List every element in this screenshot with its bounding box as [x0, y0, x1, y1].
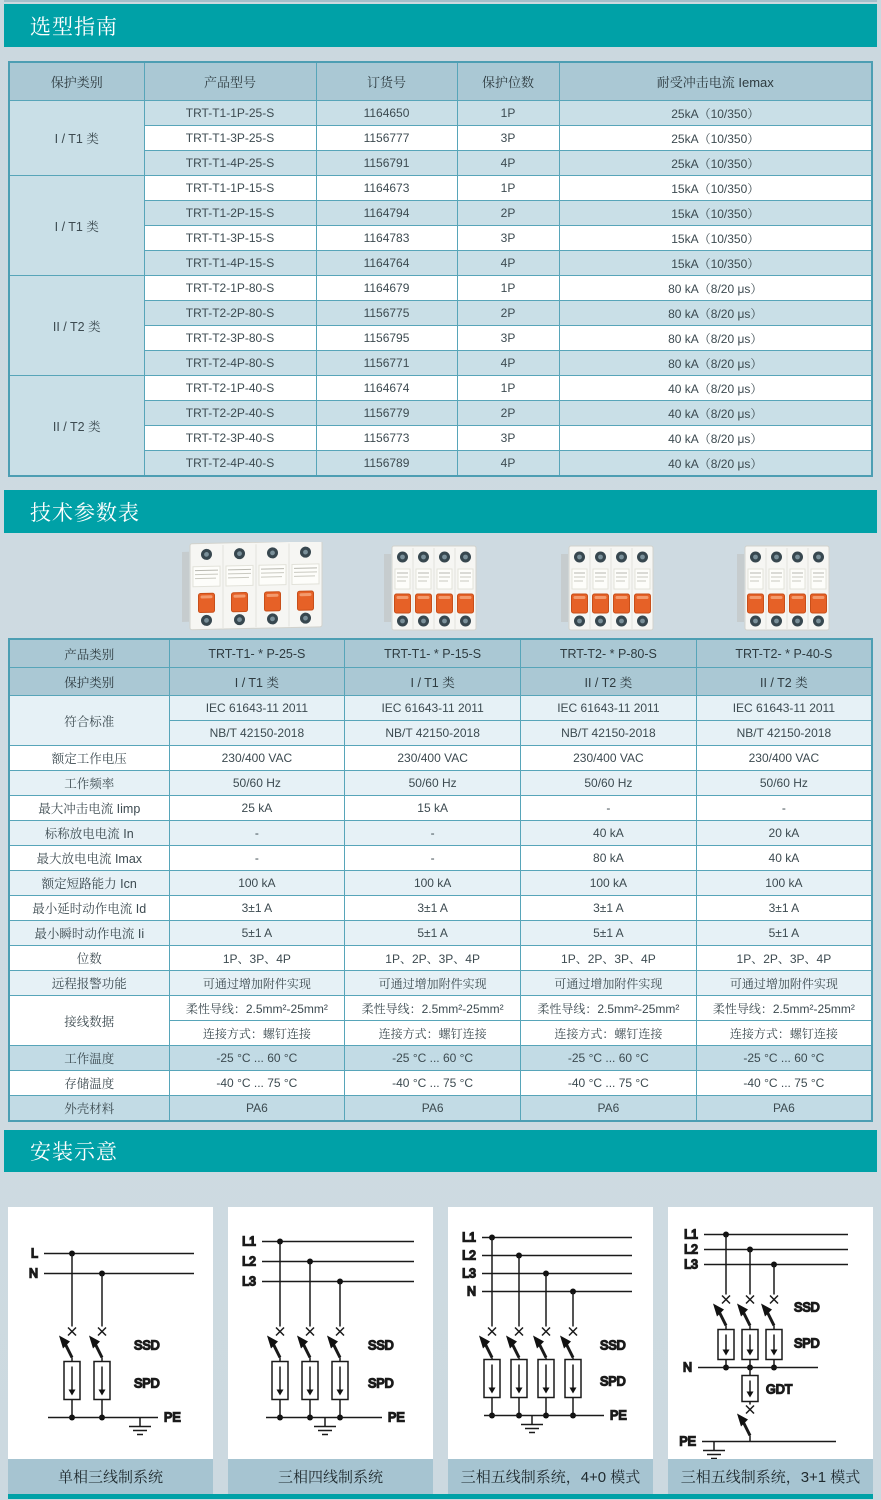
- tech-row-label: 工作频率: [9, 771, 169, 796]
- tech-row-label: 最大冲击电流 Iimp: [9, 796, 169, 821]
- iemax-cell: 80 kA（8/20 μs）: [559, 326, 872, 351]
- selection-row: [9, 376, 872, 401]
- tech-value-cell: -25 °C ... 60 °C: [169, 1046, 345, 1071]
- selection-column-header: 订货号: [316, 62, 457, 101]
- tech-row-label: 最小延时动作电流 Id: [9, 896, 169, 921]
- breaker-4pole-photo: [382, 544, 484, 634]
- tech-value-cell: 连接方式：螺钉连接: [169, 1021, 345, 1046]
- model-cell: TRT-T2-2P-40-S: [144, 401, 316, 426]
- tech-value-cell: 连接方式：螺钉连接: [696, 1021, 872, 1046]
- wiring-diagram-svg: [8, 1207, 213, 1460]
- order-number-cell: 1156771: [316, 351, 457, 376]
- poles-cell: 4P: [457, 151, 559, 176]
- wiring-diagram-panel: [448, 1207, 653, 1460]
- iemax-cell: 80 kA（8/20 μs）: [559, 301, 872, 326]
- tech-row-label: 标称放电电流 In: [9, 821, 169, 846]
- iemax-cell: 25kA（10/350）: [559, 126, 872, 151]
- tech-value-cell: 230/400 VAC: [345, 746, 521, 771]
- model-cell: TRT-T2-4P-80-S: [144, 351, 316, 376]
- tech-value-cell: -: [345, 846, 521, 871]
- svg-text:GDT: GDT: [766, 1382, 793, 1397]
- tech-row: [9, 639, 872, 668]
- tech-value-cell: PA6: [521, 1096, 697, 1122]
- wiring-diagram-svg: [668, 1207, 873, 1460]
- tech-value-cell: 1P、2P、3P、4P: [345, 946, 521, 971]
- iemax-cell: 40 kA（8/20 μs）: [559, 376, 872, 401]
- svg-text:N: N: [466, 1284, 476, 1299]
- order-number-cell: 1164650: [316, 101, 457, 126]
- tech-value-cell: IEC 61643-11 2011: [696, 696, 872, 721]
- tech-value-cell: 可通过增加附件实现: [696, 971, 872, 996]
- model-cell: TRT-T2-3P-40-S: [144, 426, 316, 451]
- tech-value-cell: 5±1 A: [345, 921, 521, 946]
- selection-table-body: [9, 101, 872, 477]
- tech-row-label: 符合标准: [9, 696, 169, 746]
- tech-value-cell: 50/60 Hz: [696, 771, 872, 796]
- tech-value-cell: 100 kA: [696, 871, 872, 896]
- tech-value-cell: NB/T 42150-2018: [521, 721, 697, 746]
- tech-value-cell: 3±1 A: [345, 896, 521, 921]
- tech-value-cell: IEC 61643-11 2011: [345, 696, 521, 721]
- tech-value-cell: NB/T 42150-2018: [169, 721, 345, 746]
- tech-value-cell: 3±1 A: [169, 896, 345, 921]
- tech-row-label: 外壳材料: [9, 1096, 169, 1122]
- tech-value-cell: TRT-T1- * P-25-S: [169, 639, 345, 668]
- tech-value-cell: 可通过增加附件实现: [345, 971, 521, 996]
- order-number-cell: 1156789: [316, 451, 457, 477]
- svg-text:L3: L3: [462, 1266, 476, 1281]
- tech-value-cell: IEC 61643-11 2011: [521, 696, 697, 721]
- tech-row: [9, 946, 872, 971]
- svg-text:L3: L3: [684, 1257, 698, 1272]
- iemax-cell: 80 kA（8/20 μs）: [559, 351, 872, 376]
- svg-text:L2: L2: [684, 1242, 698, 1257]
- svg-text:SSD: SSD: [368, 1338, 394, 1353]
- selection-column-header: 产品型号: [144, 62, 316, 101]
- order-number-cell: 1164764: [316, 251, 457, 276]
- tech-value-cell: -25 °C ... 60 °C: [345, 1046, 521, 1071]
- breaker-4pole-photo: [735, 544, 837, 634]
- breaker-4pole-photo: [180, 542, 330, 634]
- svg-text:SSD: SSD: [600, 1338, 626, 1353]
- iemax-cell: 15kA（10/350）: [559, 201, 872, 226]
- tech-value-cell: 50/60 Hz: [169, 771, 345, 796]
- tech-value-cell: -40 °C ... 75 °C: [696, 1071, 872, 1096]
- tech-value-cell: -: [169, 821, 345, 846]
- section-title-tech-params: 技术参数表: [30, 501, 140, 525]
- selection-row: [9, 176, 872, 201]
- tech-row: [9, 668, 872, 696]
- iemax-cell: 25kA（10/350）: [559, 151, 872, 176]
- protection-category-cell: I / T1 类: [9, 101, 144, 176]
- svg-text:L2: L2: [462, 1248, 476, 1263]
- svg-text:PE: PE: [679, 1434, 696, 1449]
- selection-table-head: [9, 62, 872, 101]
- tech-row-label: 位数: [9, 946, 169, 971]
- tech-value-cell: 25 kA: [169, 796, 345, 821]
- tech-value-cell: 230/400 VAC: [521, 746, 697, 771]
- tech-row-label: 保护类别: [9, 668, 169, 696]
- svg-text:L1: L1: [242, 1234, 256, 1249]
- tech-value-cell: -: [345, 821, 521, 846]
- tech-row-label: 接线数据: [9, 996, 169, 1046]
- tech-row-label: 远程报警功能: [9, 971, 169, 996]
- model-cell: TRT-T1-3P-15-S: [144, 226, 316, 251]
- wiring-diagram-svg: [448, 1207, 653, 1460]
- tech-row-label: 额定工作电压: [9, 746, 169, 771]
- section-header-tech-params: [4, 490, 877, 533]
- model-cell: TRT-T1-4P-15-S: [144, 251, 316, 276]
- order-number-cell: 1164783: [316, 226, 457, 251]
- section-title-selection-guide: 选型指南: [30, 15, 118, 39]
- tech-value-cell: I / T1 类: [169, 668, 345, 696]
- model-cell: TRT-T1-1P-25-S: [144, 101, 316, 126]
- tech-value-cell: 5±1 A: [521, 921, 697, 946]
- svg-text:SSD: SSD: [134, 1338, 160, 1353]
- tech-value-cell: 1P、3P、4P: [169, 946, 345, 971]
- tech-value-cell: II / T2 类: [696, 668, 872, 696]
- wiring-diagram-panel: [228, 1207, 433, 1460]
- tech-value-cell: IEC 61643-11 2011: [169, 696, 345, 721]
- tech-value-cell: 1P、2P、3P、4P: [696, 946, 872, 971]
- product-photos-strip: [8, 540, 873, 636]
- tech-value-cell: -: [521, 796, 697, 821]
- tech-row: [9, 921, 872, 946]
- selection-column-header: 保护类别: [9, 62, 144, 101]
- tech-value-cell: 5±1 A: [169, 921, 345, 946]
- poles-cell: 1P: [457, 276, 559, 301]
- tech-row: [9, 746, 872, 771]
- tech-value-cell: -40 °C ... 75 °C: [169, 1071, 345, 1096]
- selection-column-header: 保护位数: [457, 62, 559, 101]
- poles-cell: 4P: [457, 251, 559, 276]
- diagram-captions: [8, 1459, 873, 1494]
- tech-value-cell: 50/60 Hz: [345, 771, 521, 796]
- svg-text:N: N: [682, 1360, 692, 1375]
- svg-text:L2: L2: [242, 1254, 256, 1269]
- selection-row: [9, 276, 872, 301]
- tech-value-cell: PA6: [345, 1096, 521, 1122]
- model-cell: TRT-T2-1P-80-S: [144, 276, 316, 301]
- page-top-divider: [4, 0, 877, 2]
- order-number-cell: 1164673: [316, 176, 457, 201]
- selection-row: [9, 101, 872, 126]
- svg-text:PE: PE: [610, 1408, 627, 1423]
- tech-row-label: 工作温度: [9, 1046, 169, 1071]
- poles-cell: 4P: [457, 451, 559, 477]
- model-cell: TRT-T2-1P-40-S: [144, 376, 316, 401]
- svg-text:N: N: [28, 1266, 38, 1281]
- tech-value-cell: TRT-T1- * P-15-S: [345, 639, 521, 668]
- poles-cell: 3P: [457, 426, 559, 451]
- svg-text:L3: L3: [242, 1274, 256, 1289]
- tech-row: [9, 871, 872, 896]
- svg-text:SPD: SPD: [134, 1376, 160, 1391]
- breaker-4pole-photo-angled: [180, 542, 330, 639]
- tech-value-cell: 柔性导线：2.5mm²-25mm²: [345, 996, 521, 1021]
- order-number-cell: 1156779: [316, 401, 457, 426]
- tech-row: [9, 796, 872, 821]
- tech-value-cell: NB/T 42150-2018: [696, 721, 872, 746]
- tech-value-cell: 柔性导线：2.5mm²-25mm²: [169, 996, 345, 1021]
- tech-value-cell: TRT-T2- * P-80-S: [521, 639, 697, 668]
- iemax-cell: 15kA（10/350）: [559, 226, 872, 251]
- tech-value-cell: PA6: [696, 1096, 872, 1122]
- tech-value-cell: 50/60 Hz: [521, 771, 697, 796]
- breaker-4pole-photo-front: [382, 544, 484, 639]
- protection-category-cell: I / T1 类: [9, 176, 144, 276]
- poles-cell: 2P: [457, 201, 559, 226]
- selection-header-row: [9, 62, 872, 101]
- order-number-cell: 1156773: [316, 426, 457, 451]
- svg-text:SPD: SPD: [368, 1376, 394, 1391]
- wiring-diagram-svg: [228, 1207, 433, 1460]
- order-number-cell: 1156775: [316, 301, 457, 326]
- tech-value-cell: 15 kA: [345, 796, 521, 821]
- iemax-cell: 40 kA（8/20 μs）: [559, 426, 872, 451]
- poles-cell: 1P: [457, 376, 559, 401]
- tech-row-label: 最小瞬时动作电流 Ii: [9, 921, 169, 946]
- diagram-caption: 三相四线制系统: [228, 1459, 433, 1494]
- tech-row-label: 存储温度: [9, 1071, 169, 1096]
- iemax-cell: 40 kA（8/20 μs）: [559, 451, 872, 477]
- svg-text:PE: PE: [388, 1410, 405, 1425]
- tech-row: [9, 821, 872, 846]
- order-number-cell: 1156777: [316, 126, 457, 151]
- tech-value-cell: 连接方式：螺钉连接: [521, 1021, 697, 1046]
- tech-value-cell: 100 kA: [521, 871, 697, 896]
- tech-row: [9, 771, 872, 796]
- tech-value-cell: I / T1 类: [345, 668, 521, 696]
- breaker-4pole-photo-front: [559, 544, 661, 639]
- tech-value-cell: 3±1 A: [521, 896, 697, 921]
- selection-table: [8, 61, 873, 477]
- diagram-caption: 单相三线制系统: [8, 1459, 213, 1494]
- tech-value-cell: 80 kA: [521, 846, 697, 871]
- tech-row: [9, 1046, 872, 1071]
- tech-value-cell: 可通过增加附件实现: [521, 971, 697, 996]
- iemax-cell: 15kA（10/350）: [559, 176, 872, 201]
- tech-value-cell: II / T2 类: [521, 668, 697, 696]
- tech-row: [9, 1071, 872, 1096]
- tech-value-cell: 柔性导线：2.5mm²-25mm²: [521, 996, 697, 1021]
- tech-row: [9, 971, 872, 996]
- tech-row: [9, 846, 872, 871]
- tech-row: [9, 1096, 872, 1122]
- tech-table-body: [9, 639, 872, 1121]
- tech-value-cell: -: [696, 796, 872, 821]
- breaker-4pole-photo: [559, 544, 661, 634]
- svg-text:SSD: SSD: [794, 1300, 820, 1315]
- wiring-diagrams: [8, 1207, 873, 1455]
- tech-row-label: 产品类别: [9, 639, 169, 668]
- poles-cell: 3P: [457, 126, 559, 151]
- tech-value-cell: TRT-T2- * P-40-S: [696, 639, 872, 668]
- tech-value-cell: 40 kA: [521, 821, 697, 846]
- diagram-caption: 三相五线制系统，3+1 模式: [668, 1459, 873, 1494]
- tech-row: [9, 896, 872, 921]
- order-number-cell: 1156791: [316, 151, 457, 176]
- poles-cell: 2P: [457, 401, 559, 426]
- iemax-cell: 15kA（10/350）: [559, 251, 872, 276]
- svg-text:L1: L1: [684, 1227, 698, 1242]
- tech-value-cell: -25 °C ... 60 °C: [696, 1046, 872, 1071]
- poles-cell: 1P: [457, 176, 559, 201]
- model-cell: TRT-T1-4P-25-S: [144, 151, 316, 176]
- section-header-installation: [4, 1130, 877, 1172]
- model-cell: TRT-T2-3P-80-S: [144, 326, 316, 351]
- svg-text:PE: PE: [164, 1410, 181, 1425]
- tech-value-cell: -40 °C ... 75 °C: [521, 1071, 697, 1096]
- protection-category-cell: II / T2 类: [9, 276, 144, 376]
- tech-value-cell: PA6: [169, 1096, 345, 1122]
- tech-value-cell: 连接方式：螺钉连接: [345, 1021, 521, 1046]
- svg-text:L1: L1: [462, 1230, 476, 1245]
- tech-value-cell: 3±1 A: [696, 896, 872, 921]
- tech-row: [9, 996, 872, 1021]
- order-number-cell: 1164794: [316, 201, 457, 226]
- tech-value-cell: 100 kA: [169, 871, 345, 896]
- selection-column-header: 耐受冲击电流 Iemax: [559, 62, 872, 101]
- poles-cell: 4P: [457, 351, 559, 376]
- tech-value-cell: -40 °C ... 75 °C: [345, 1071, 521, 1096]
- svg-text:SPD: SPD: [600, 1374, 626, 1389]
- model-cell: TRT-T2-2P-80-S: [144, 301, 316, 326]
- poles-cell: 3P: [457, 326, 559, 351]
- breaker-4pole-photo-front: [735, 544, 837, 639]
- tech-value-cell: 230/400 VAC: [696, 746, 872, 771]
- iemax-cell: 80 kA（8/20 μs）: [559, 276, 872, 301]
- model-cell: TRT-T1-2P-15-S: [144, 201, 316, 226]
- tech-value-cell: NB/T 42150-2018: [345, 721, 521, 746]
- tech-value-cell: 20 kA: [696, 821, 872, 846]
- tech-value-cell: 可通过增加附件实现: [169, 971, 345, 996]
- protection-category-cell: II / T2 类: [9, 376, 144, 477]
- iemax-cell: 25kA（10/350）: [559, 101, 872, 126]
- wiring-diagram-panel: [8, 1207, 213, 1460]
- tech-row-label: 额定短路能力 Icn: [9, 871, 169, 896]
- section-title-installation: 安装示意: [30, 1141, 118, 1164]
- order-number-cell: 1164679: [316, 276, 457, 301]
- tech-value-cell: 100 kA: [345, 871, 521, 896]
- page-bottom-accent: [8, 1494, 873, 1499]
- poles-cell: 2P: [457, 301, 559, 326]
- tech-value-cell: 40 kA: [696, 846, 872, 871]
- model-cell: TRT-T1-3P-25-S: [144, 126, 316, 151]
- svg-text:L: L: [31, 1246, 38, 1261]
- iemax-cell: 40 kA（8/20 μs）: [559, 401, 872, 426]
- poles-cell: 1P: [457, 101, 559, 126]
- tech-row: [9, 696, 872, 721]
- tech-params-table: [8, 638, 873, 1122]
- tech-value-cell: 柔性导线：2.5mm²-25mm²: [696, 996, 872, 1021]
- svg-text:SPD: SPD: [794, 1336, 820, 1351]
- tech-value-cell: 5±1 A: [696, 921, 872, 946]
- tech-value-cell: -: [169, 846, 345, 871]
- section-header-selection-guide: [4, 4, 877, 47]
- diagram-caption: 三相五线制系统，4+0 模式: [448, 1459, 653, 1494]
- model-cell: TRT-T1-1P-15-S: [144, 176, 316, 201]
- order-number-cell: 1164674: [316, 376, 457, 401]
- tech-value-cell: -25 °C ... 60 °C: [521, 1046, 697, 1071]
- order-number-cell: 1156795: [316, 326, 457, 351]
- tech-value-cell: 230/400 VAC: [169, 746, 345, 771]
- poles-cell: 3P: [457, 226, 559, 251]
- tech-row-label: 最大放电电流 Imax: [9, 846, 169, 871]
- tech-value-cell: 1P、2P、3P、4P: [521, 946, 697, 971]
- wiring-diagram-panel: [668, 1207, 873, 1460]
- model-cell: TRT-T2-4P-40-S: [144, 451, 316, 477]
